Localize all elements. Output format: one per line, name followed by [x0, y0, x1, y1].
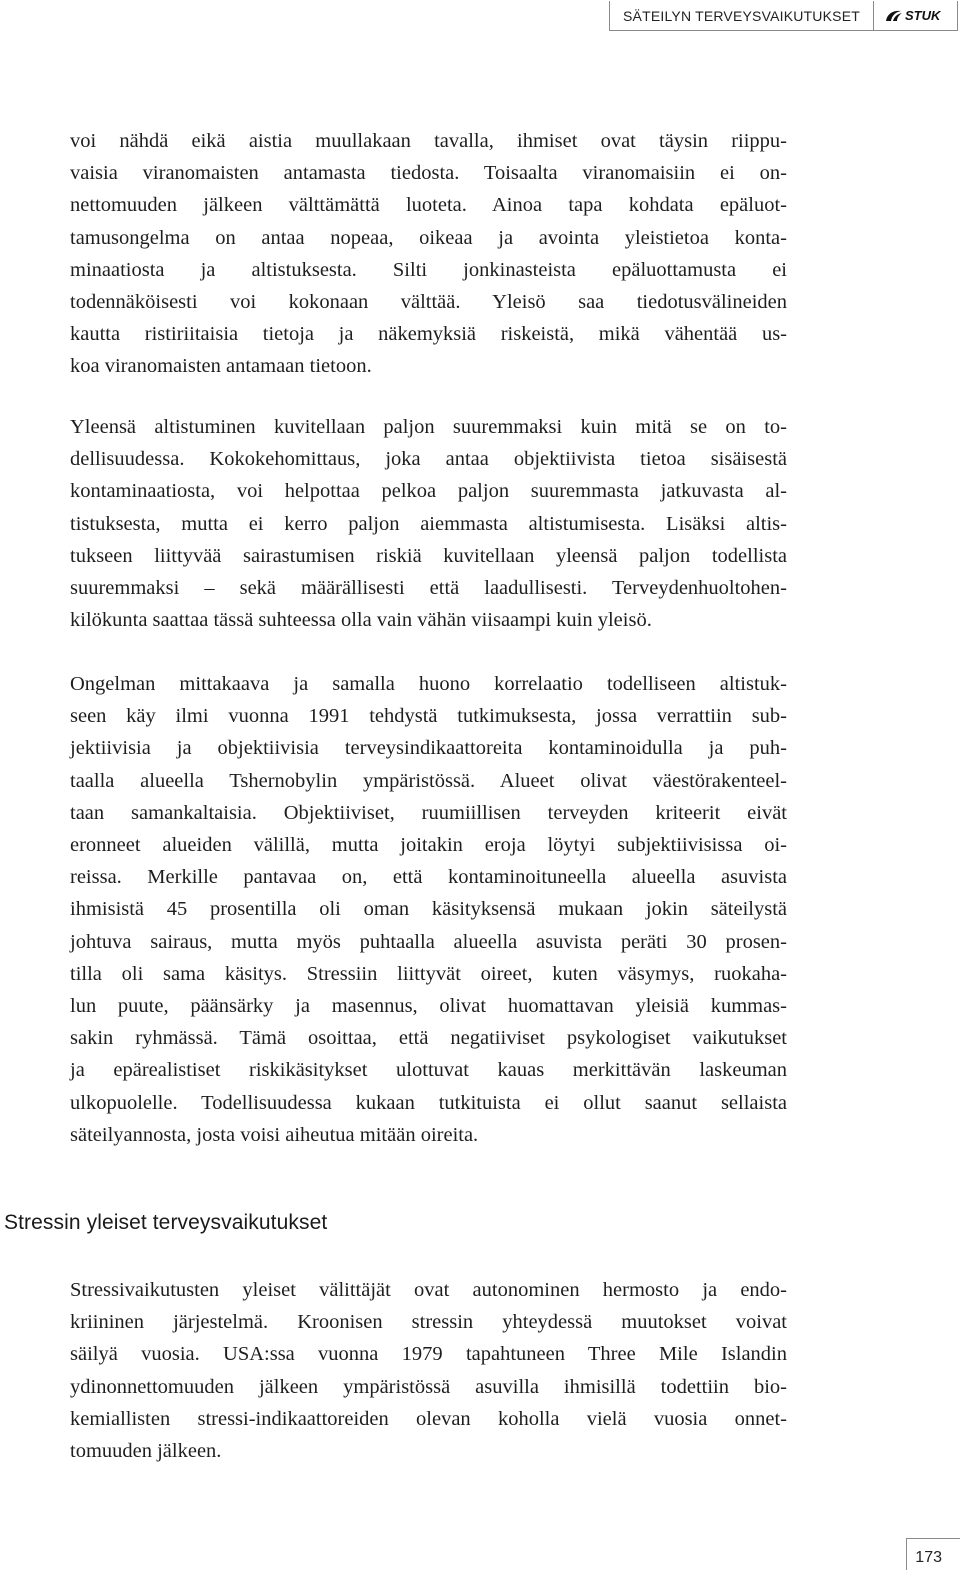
text-line: säteilyannosta, josta voisi aiheutua mitään oireita.: [70, 1123, 479, 1146]
text-line: nettomuuden jälkeen välttämättä luoteta. Ainoa tapa kohdata epäluot-: [70, 194, 787, 217]
text-line: taalla alueella Tshernobylin ympäristössä. Alueet olivat väestörakenteel-: [70, 769, 787, 792]
text-line: jektiivisia ja objektiivisia terveysindikaattoreita kontaminoidulla ja puh-: [70, 737, 787, 760]
text-line: johtuva sairaus, mutta myös puhtaalla alueella asuvista peräti 30 prosen-: [70, 930, 787, 953]
text-line: ihmisistä 45 prosentilla oli oman käsityksensä mukaan jokin säteilystä: [70, 898, 787, 921]
text-line: todennäköisesti voi kokonaan välttää. Yleisö saa tiedotusvälineiden: [70, 291, 787, 314]
section-heading: Stressin yleiset terveysvaikutukset: [4, 1211, 328, 1234]
text-line: kontaminaatiosta, voi helpottaa pelkoa paljon suuremmasta jatkuvasta al-: [70, 480, 787, 503]
text-line: kemiallisten stressi-indikaattoreiden olevan koholla vielä vuosia onnet-: [70, 1407, 787, 1430]
body-paragraph-1: [70, 125, 787, 383]
text-line: taan samankaltaisia. Objektiiviset, ruumiillisen terveyden kriteerit eivät: [70, 801, 787, 824]
text-line: dellisuudessa. Kokokehomittaus, joka antaa objektiivista tietoa sisäisestä: [70, 448, 787, 471]
text-line: Yleensä altistuminen kuvitellaan paljon suuremmaksi kuin mitä se on to-: [70, 416, 787, 438]
stuk-logo: [874, 8, 940, 23]
text-line: Stressivaikutusten yleiset välittäjät ovat autonominen hermosto ja endo-: [70, 1279, 787, 1301]
text-line: kilökunta saattaa tässä suhteessa olla vain vähän viisaampi kuin yleisö.: [70, 609, 652, 632]
text-line: säilyä vuosia. USA:ssa vuonna 1979 tapahtuneen Three Mile Islandin: [70, 1343, 787, 1366]
running-header-title: SÄTEILYN TERVEYSVAIKUTUKSET: [623, 7, 860, 24]
page-number: 173: [915, 1549, 942, 1566]
body-paragraph-3: [70, 668, 787, 1151]
text-line: reissa. Merkille pantavaa on, että kontaminoituneella alueella asuvista: [70, 866, 787, 889]
text-line: kautta ristiriitaisia tietoja ja näkemyksiä riskeistä, mikä vähentää us-: [70, 323, 787, 346]
text-line: koa viranomaisten antamaan tietoon.: [70, 355, 372, 378]
text-line: tilla oli sama käsitys. Stressiin liittyvät oireet, kuten väsymys, ruokaha-: [70, 962, 787, 985]
text-line: ydinonnettomuuden jälkeen ympäristössä asuvilla ihmisillä todettiin bio-: [70, 1375, 787, 1398]
text-line: tukseen liittyvää sairastumisen riskiä kuvitellaan yleensä paljon todellista: [70, 544, 787, 567]
text-line: kriininen järjestelmä. Kroonisen stressin yhteydessä muutokset voivat: [70, 1311, 787, 1334]
text-line: ulkopuolelle. Todellisuudessa kukaan tutkituista ei ollut saanut sellaista: [70, 1091, 787, 1114]
text-line: tistuksesta, mutta ei kerro paljon aiemmasta altistumisesta. Lisäksi altis-: [70, 512, 787, 535]
stuk-logo-text: STUK: [905, 8, 941, 23]
text-line: tamusongelma on antaa nopeaa, oikeaa ja avointa yleistietoa konta-: [70, 226, 787, 249]
text-line: eronneet alueiden välillä, mutta joitakin eroja löytyi subjektiivisissa oi-: [70, 834, 787, 857]
text-line: lun puute, päänsärky ja masennus, olivat huomattavan yleisiä kummas-: [70, 995, 787, 1018]
text-line: vaisia viranomaisten antamasta tiedosta. Toisaalta viranomaisiin ei on-: [70, 162, 787, 185]
text-line: sakin ryhmässä. Tämä osoittaa, että negatiiviset psykologiset vaikutukset: [70, 1027, 787, 1050]
body-paragraph-4: [70, 1274, 787, 1467]
running-header: [609, 1, 958, 31]
stuk-logo-icon: [884, 9, 904, 23]
text-line: seen käy ilmi vuonna 1991 tehdystä tutkimuksesta, jossa verrattiin sub-: [70, 705, 787, 728]
text-line: minaatiosta ja altistuksesta. Silti jonkinasteista epäluottamusta ei: [70, 258, 787, 281]
text-line: Ongelman mittakaava ja samalla huono korrelaatio todelliseen altistuk-: [70, 673, 787, 695]
text-line: ja epärealistiset riskikäsitykset ulottuvat kauas merkittävän laskeuman: [70, 1059, 787, 1082]
text-line: voi nähdä eikä aistia muullakaan tavalla, ihmiset ovat täysin riippu-: [70, 130, 787, 152]
page-number-box: [906, 1538, 960, 1570]
body-paragraph-2: [70, 411, 787, 636]
text-line: tomuuden jälkeen.: [70, 1440, 222, 1463]
text-line: suuremmaksi – sekä määrällisesti että laadullisesti. Terveydenhuoltohen-: [70, 577, 787, 600]
